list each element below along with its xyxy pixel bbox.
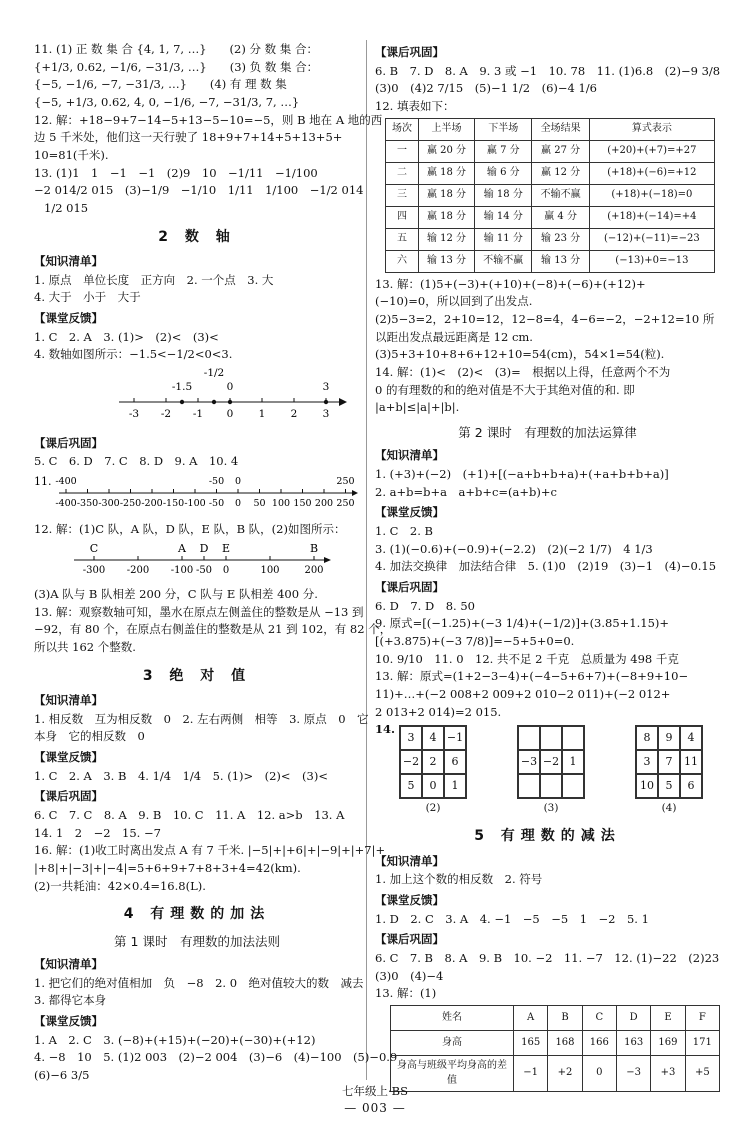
- q11-line2: {+1/3, 0.62, −1/6, −31/3, …} (3) 负 数 集 合：: [34, 59, 319, 74]
- table-cell: +3: [651, 1056, 685, 1092]
- number-line-2: [34, 473, 360, 513]
- c5-classroom-header: 【课堂反馈】: [375, 893, 444, 908]
- team-label: C: [89, 542, 99, 556]
- q13-line3: 1/2 015: [44, 201, 89, 216]
- ch2-knowledge-line2: 4. 大于 小于 大于: [34, 290, 141, 305]
- ch3-after-line1: 6. C 7. C 8. A 9. B 10. C 11. A 12. a>b 13. A: [34, 808, 345, 823]
- ch4-lesson1-title: 第 1 课时 有理数的加法法则: [114, 933, 280, 949]
- after-class-header: 【课后巩固】: [375, 45, 444, 59]
- team-label: D: [199, 542, 209, 556]
- tick-label: 50: [253, 498, 266, 510]
- r13-line5: (3)5+3+10+8+6+12+10=54(cm)，54×1=54(粒).: [375, 347, 665, 362]
- grid-cell: 5: [658, 774, 680, 798]
- table-cell: 身高与班级平均身高的差值: [391, 1056, 514, 1092]
- table-cell: 赢 20 分: [418, 140, 474, 162]
- tick-label: 0: [222, 565, 230, 577]
- table-cell: E: [651, 1006, 685, 1031]
- ch3-classroom-line1: 1. C 2. A 3. B 4. 1/4 1/4 5. (1)> (2)< (3)<: [34, 768, 328, 783]
- tick-label: 100: [271, 498, 291, 510]
- table-cell: D: [616, 1006, 650, 1031]
- ch3-knowledge-line2: 本身 它的相反数 0: [34, 729, 145, 744]
- table-cell: F: [685, 1006, 719, 1031]
- grid-cell: [518, 774, 540, 798]
- tick-label: 100: [260, 565, 280, 577]
- ch4-knowledge-line2: 3. 都得它本身: [34, 993, 107, 1008]
- number-line-1: [34, 366, 360, 424]
- r14-line2: 0 的有理数的和的绝对值是不大于其绝对值的和. 即: [375, 382, 635, 397]
- chapter2-title: 2 数 轴: [158, 228, 236, 245]
- grid-caption: (4): [661, 802, 677, 815]
- table-row: [386, 228, 715, 250]
- table-cell: 168: [548, 1031, 582, 1056]
- chapter3-title: 3 绝 对 值: [142, 667, 252, 684]
- table-cell: 输 6 分: [475, 162, 532, 184]
- table-row: [386, 162, 715, 184]
- grade-label: 七年级上·BS: [342, 1084, 408, 1098]
- tick-label: -400: [55, 498, 77, 510]
- grid-cell: 1: [444, 774, 466, 798]
- table-cell: +2: [548, 1056, 582, 1092]
- table-header-cell: 算式表示: [589, 118, 714, 140]
- table-cell: 六: [386, 250, 419, 272]
- c5-after-line3: 13. 解：(1): [375, 986, 437, 1001]
- table-row: [391, 1006, 720, 1031]
- table-cell: 赢 12 分: [532, 162, 589, 184]
- column-divider: [366, 40, 367, 1080]
- q12-line2: 边 5 千米处，他们这一天行驶了 18+9+7+14+5+13+5+: [34, 130, 343, 145]
- l2-classroom-line1: 1. C 2. B: [375, 523, 434, 538]
- l2-classroom-line2: 3. (1)(−0.6)+(−0.9)+(−2.2) (2)(−2 1/7) 4 1/3: [375, 541, 653, 556]
- ch3-knowledge-line1: 1. 相反数 互为相反数 0 2. 左右两侧 相等 3. 原点 0 它: [34, 711, 369, 726]
- height-table: [390, 1005, 720, 1092]
- table-row: [386, 140, 715, 162]
- table-cell: 赢 18 分: [418, 184, 474, 206]
- tick-label: 1: [258, 408, 266, 421]
- tick-label: 200: [314, 498, 334, 510]
- q11-line1: 11. (1) 正 数 集 合 {4, 1, 7, …} (2) 分 数 集 合：: [34, 42, 318, 56]
- table-cell: −3: [616, 1056, 650, 1092]
- chapter5-title: 5 有理数的减法: [474, 828, 621, 845]
- grid-cell: −1: [444, 726, 466, 750]
- ch3-knowledge-header: 【知识清单】: [34, 693, 103, 708]
- grid-caption: (2): [425, 802, 441, 815]
- ch3-q16-line1: 16. 解：(1)收工时离出发点 A 有 7 千米. |−5|+|+6|+|−9|+|+7|+: [34, 843, 386, 858]
- c5-knowledge-header: 【知识清单】: [375, 853, 444, 868]
- q11-prefix: 11.: [34, 475, 52, 489]
- r13-line2: (−10)=0，所以回到了出发点.: [375, 294, 533, 309]
- ch2-knowledge-header: 【知识清单】: [34, 254, 103, 269]
- number-line-3: [34, 540, 360, 578]
- grid-cell: −2: [400, 750, 422, 774]
- c5-after-header: 【课后巩固】: [375, 932, 444, 947]
- ch2-q13-line3: 所以共 162 个整数.: [34, 640, 136, 655]
- tick-label: -250: [119, 498, 142, 510]
- right-column: [375, 40, 720, 1095]
- grid-cell: 11: [680, 750, 702, 774]
- table-header-cell: 全场结果: [532, 118, 589, 140]
- answers-line1: 6. B 7. D 8. A 9. 3 或 −1 10. 78 11. (1)6.8 (2)−9 3/8: [375, 63, 721, 78]
- table-row: [386, 250, 715, 272]
- tick-label: -300: [82, 565, 106, 577]
- table-cell: 不输不赢: [475, 250, 532, 272]
- table-cell: 输 11 分: [475, 228, 532, 250]
- table-header-cell: 上半场: [418, 118, 474, 140]
- magic-squares: [375, 721, 720, 816]
- grid-cell: [540, 726, 562, 750]
- table-cell: 171: [685, 1031, 719, 1056]
- table-cell: 166: [582, 1031, 616, 1056]
- grid-cell: 7: [658, 750, 680, 774]
- table-cell: 输 18 分: [475, 184, 532, 206]
- answers-line2: (3)0 (4)2 7/15 (5)−1 1/2 (6)−4 1/6: [375, 81, 598, 96]
- ch3-classroom-header: 【课堂反馈】: [34, 750, 103, 765]
- ch2-classroom-line1: 1. C 2. A 3. (1)> (2)< (3)<: [34, 329, 219, 344]
- lesson2-title: 第 2 课时 有理数的加法运算律: [458, 425, 637, 441]
- table-cell: +5: [685, 1056, 719, 1092]
- score-table: [385, 118, 715, 273]
- tick-label: 200: [304, 565, 324, 577]
- tick-label: -200: [141, 498, 163, 510]
- q12-line1: 12. 解：+18−9+7−14−5+13−5−10=−5，则 B 地在 A 地的西: [34, 112, 383, 127]
- tick-label: -100: [170, 565, 194, 577]
- grid-cell: 2: [422, 750, 444, 774]
- l2-after-line3: [(+3.875)+(−3 7/8)]=−5+5+0=0.: [375, 633, 575, 648]
- q13-line1: 13. (1)1 1 −1 −1 (2)9 10 −1/11 −1/100: [34, 165, 318, 180]
- grid-cell: 4: [680, 726, 702, 750]
- ch4-classroom-line3: (6)−6 3/5: [34, 1067, 90, 1082]
- q11-line3: {−5, −1/6, −7, −31/3, …} (4) 有 理 数 集: [34, 77, 287, 92]
- q12-line3: 10=81(千米).: [34, 148, 109, 163]
- ch3-q16-line2: |+8|+|−3|+|−4|=5+6+9+7+8+3+4=42(km).: [34, 861, 301, 876]
- table-cell: 赢 7 分: [475, 140, 532, 162]
- left-column: [34, 40, 398, 1085]
- table-cell: 赢 18 分: [418, 162, 474, 184]
- ch3-q16-line3: (2)一共耗油：42×0.4=16.8(L).: [34, 878, 206, 893]
- r13-line4: 以距出发点最远距离是 12 cm.: [375, 329, 533, 344]
- grid-cell: [540, 774, 562, 798]
- table-cell: 输 23 分: [532, 228, 589, 250]
- ch2-knowledge-line1: 1. 原点 单位长度 正方向 2. 一个点 3. 大: [34, 272, 274, 287]
- grid-cell: 9: [658, 726, 680, 750]
- c5-classroom-line1: 1. D 2. C 3. A 4. −1 −5 −5 1 −2 5. 1: [375, 911, 649, 926]
- table-cell: (+18)+(−18)=0: [589, 184, 714, 206]
- grid-cell: 3: [400, 726, 422, 750]
- table-cell: 一: [386, 140, 419, 162]
- point-label: -50: [208, 476, 225, 488]
- tick-label: -2: [160, 408, 172, 421]
- tick-label: -50: [208, 498, 225, 510]
- l2-knowledge-line1: 1. (+3)+(−2) (+1)+[(−a+b+b+a)+(+a+b+b+a)]: [375, 466, 669, 481]
- table-cell: 赢 18 分: [418, 206, 474, 228]
- tick-label: -50: [195, 565, 213, 577]
- ch2-classroom-header: 【课堂反馈】: [34, 311, 103, 326]
- tick-label: -1: [192, 408, 204, 421]
- table-cell: C: [582, 1006, 616, 1031]
- magic-square-3: [517, 725, 585, 816]
- tick-label: -350: [76, 498, 99, 510]
- ch3-after-line2: 14. 1 2 −2 15. −7: [34, 825, 161, 840]
- table-cell: 输 13 分: [532, 250, 589, 272]
- q12-intro: 12. 填表如下：: [375, 99, 455, 114]
- table-row: [386, 206, 715, 228]
- table-cell: 0: [582, 1056, 616, 1092]
- tick-label: 150: [293, 498, 312, 510]
- team-label: B: [309, 542, 319, 556]
- l2-after-line2: 9. 原式=[(−1.25)+(−3 1/4)+(−1/2)]+(3.85+1.15)+: [375, 616, 670, 631]
- grid-cell: −2: [540, 750, 562, 774]
- ch2-q12-line1: 12. 解：(1)C 队，A 队，D 队，E 队，B 队，(2)如图所示：: [34, 521, 346, 536]
- table-cell: (+18)+(−6)=+12: [589, 162, 714, 184]
- c5-knowledge-line1: 1. 加上这个数的相反数 2. 符号: [375, 872, 543, 887]
- grid-cell: 0: [422, 774, 444, 798]
- table-cell: −1: [514, 1056, 548, 1092]
- table-cell: 姓名: [391, 1006, 514, 1031]
- table-cell: 四: [386, 206, 419, 228]
- l2-after-line4: 10. 9/10 11. 0 12. 共不足 2 千克 总质量为 498 千克: [375, 651, 679, 666]
- r13-line1: 13. 解：(1)5+(−3)+(+10)+(−8)+(−6)+(+12)+: [375, 276, 646, 291]
- table-cell: (−12)+(−11)=−23: [589, 228, 714, 250]
- point-label: -1/2: [203, 367, 225, 380]
- l2-after-line1: 6. D 7. D 8. 50: [375, 598, 475, 613]
- point-marker: [228, 400, 232, 404]
- point-marker: [180, 400, 184, 404]
- team-label: E: [221, 542, 231, 556]
- grid-cell: 6: [444, 750, 466, 774]
- grid-cell: 6: [680, 774, 702, 798]
- ch2-q13-line1: 13. 解：观察数轴可知，墨水在原点左侧盖住的整数是从 −13 到: [34, 604, 364, 619]
- tick-label: -150: [162, 498, 185, 510]
- table-cell: A: [514, 1006, 548, 1031]
- table-cell: 163: [616, 1031, 650, 1056]
- table-cell: 输 12 分: [418, 228, 474, 250]
- l2-after-line7: 2 013+2 014)=2 015.: [375, 704, 502, 719]
- table-cell: 赢 4 分: [532, 206, 589, 228]
- table-cell: 169: [651, 1031, 685, 1056]
- grid-cell: 10: [636, 774, 658, 798]
- l2-after-line5: 13. 解：原式=(1+2−3−4)+(−4−5+6+7)+(−8+9+10−: [375, 669, 689, 684]
- magic-square-4: [635, 725, 703, 816]
- r14-line1: 14. 解：(1)< (2)< (3)= 根据以上得，任意两个不为: [375, 365, 671, 380]
- ch4-classroom-line1: 1. A 2. C 3. (−8)+(+15)+(−20)+(−30)+(+12): [34, 1032, 316, 1047]
- page-number: — 003 —: [344, 1100, 406, 1115]
- ch2-q13-line2: −92，有 80 个，在原点右侧盖住的整数是从 21 到 102，有 82 个，: [34, 622, 392, 637]
- grid-cell: [562, 774, 584, 798]
- q13-line2: −2 014/2 015 (3)−1/9 −1/10 1/11 1/100 −1/2 014: [34, 183, 364, 198]
- grid-cell: 3: [636, 750, 658, 774]
- table-row: [386, 184, 715, 206]
- l2-classroom-header: 【课堂反馈】: [375, 505, 444, 520]
- l2-after-header: 【课后巩固】: [375, 579, 444, 594]
- table-cell: 165: [514, 1031, 548, 1056]
- point-label: 250: [336, 476, 355, 488]
- point-marker: [212, 400, 216, 404]
- tick-label: 0: [234, 498, 242, 510]
- point-label: 0: [234, 476, 242, 488]
- table-cell: (+20)+(+7)=+27: [589, 140, 714, 162]
- c5-after-line1: 6. C 7. B 8. A 9. B 10. −2 11. −7 12. (1)−22 (2)23: [375, 951, 720, 966]
- tick-label: 0: [226, 408, 234, 421]
- table-header-cell: 场次: [386, 118, 419, 140]
- tick-label: -3: [128, 408, 140, 421]
- table-cell: 二: [386, 162, 419, 184]
- point-label: 3: [322, 381, 330, 394]
- q14-prefix: 14.: [375, 722, 396, 737]
- ch4-classroom-line2: 4. −8 10 5. (1)2 003 (2)−2 004 (3)−6 (4)−100 (5)−0.9: [34, 1050, 398, 1065]
- q11-line4: {−5, +1/3, 0.62, 4, 0, −1/6, −7, −31/3, 7, …}: [34, 95, 300, 110]
- grid-cell: 8: [636, 726, 658, 750]
- magic-square-2: [399, 725, 467, 816]
- point-label: 0: [226, 381, 234, 394]
- grid-cell: [518, 726, 540, 750]
- page-footer: [0, 1083, 750, 1117]
- tick-label: -100: [184, 498, 206, 510]
- l2-classroom-line3: 4. 加法交换律 加法结合律 5. (1)0 (2)19 (3)−1 (4)−0.15: [375, 559, 717, 574]
- chapter4-title: 4 有理数的加法: [123, 906, 271, 923]
- ch2-after-line1: 5. C 6. D 7. C 8. D 9. A 10. 4: [34, 454, 239, 469]
- tick-label: -300: [98, 498, 120, 510]
- score-table-header: [386, 118, 715, 140]
- tick-label: 250: [336, 498, 355, 510]
- tick-label: -200: [126, 565, 150, 577]
- c5-after-line2: (3)0 (4)−4: [375, 968, 444, 983]
- ch4-knowledge-header: 【知识清单】: [34, 956, 103, 971]
- table-cell: 赢 27 分: [532, 140, 589, 162]
- table-row: [391, 1031, 720, 1056]
- table-cell: 身高: [391, 1031, 514, 1056]
- ch4-classroom-header: 【课堂反馈】: [34, 1013, 103, 1028]
- l2-after-line6: 11)+…+(−2 008+2 009+2 010−2 011)+(−2 012+: [375, 686, 671, 701]
- table-header-cell: 下半场: [475, 118, 532, 140]
- table-cell: B: [548, 1006, 582, 1031]
- ch2-q12-line3: (3)A 队与 B 队相差 200 分，C 队与 E 队相差 400 分.: [34, 587, 318, 602]
- ch2-after-header: 【课后巩固】: [34, 435, 103, 450]
- table-cell: 不输不赢: [532, 184, 589, 206]
- table-cell: 输 14 分: [475, 206, 532, 228]
- l2-knowledge-header: 【知识清单】: [375, 448, 444, 463]
- point-label: -1.5: [171, 381, 193, 394]
- table-cell: (−13)+0=−13: [589, 250, 714, 272]
- ch2-classroom-line2: 4. 数轴如图所示：−1.5<−1/2<0<3.: [34, 347, 233, 362]
- r13-line3: (2)5−3=2，2+10=12，12−8=4，4−6=−2，−2+12=10 所: [375, 312, 715, 327]
- ch4-knowledge-line1: 1. 把它们的绝对值相加 负 −8 2. 0 绝对值较大的数 减去: [34, 975, 364, 990]
- point-label: -400: [55, 476, 77, 488]
- team-label: A: [178, 542, 186, 556]
- grid-cell: −3: [518, 750, 540, 774]
- grid-cell: 5: [400, 774, 422, 798]
- ch3-after-header: 【课后巩固】: [34, 789, 103, 804]
- table-cell: 输 13 分: [418, 250, 474, 272]
- grid-cell: [562, 726, 584, 750]
- table-cell: (+18)+(−14)=+4: [589, 206, 714, 228]
- grid-cell: 4: [422, 726, 444, 750]
- l2-knowledge-line2: 2. a+b=b+a a+b+c=(a+b)+c: [375, 484, 557, 499]
- grid-cell: 1: [562, 750, 584, 774]
- grid-caption: (3): [543, 802, 559, 815]
- tick-label: 2: [290, 408, 298, 421]
- r14-line3: |a+b|≤|a|+|b|.: [375, 400, 460, 415]
- table-cell: 三: [386, 184, 419, 206]
- point-marker: [324, 400, 328, 404]
- tick-label: 3: [322, 408, 330, 421]
- table-cell: 五: [386, 228, 419, 250]
